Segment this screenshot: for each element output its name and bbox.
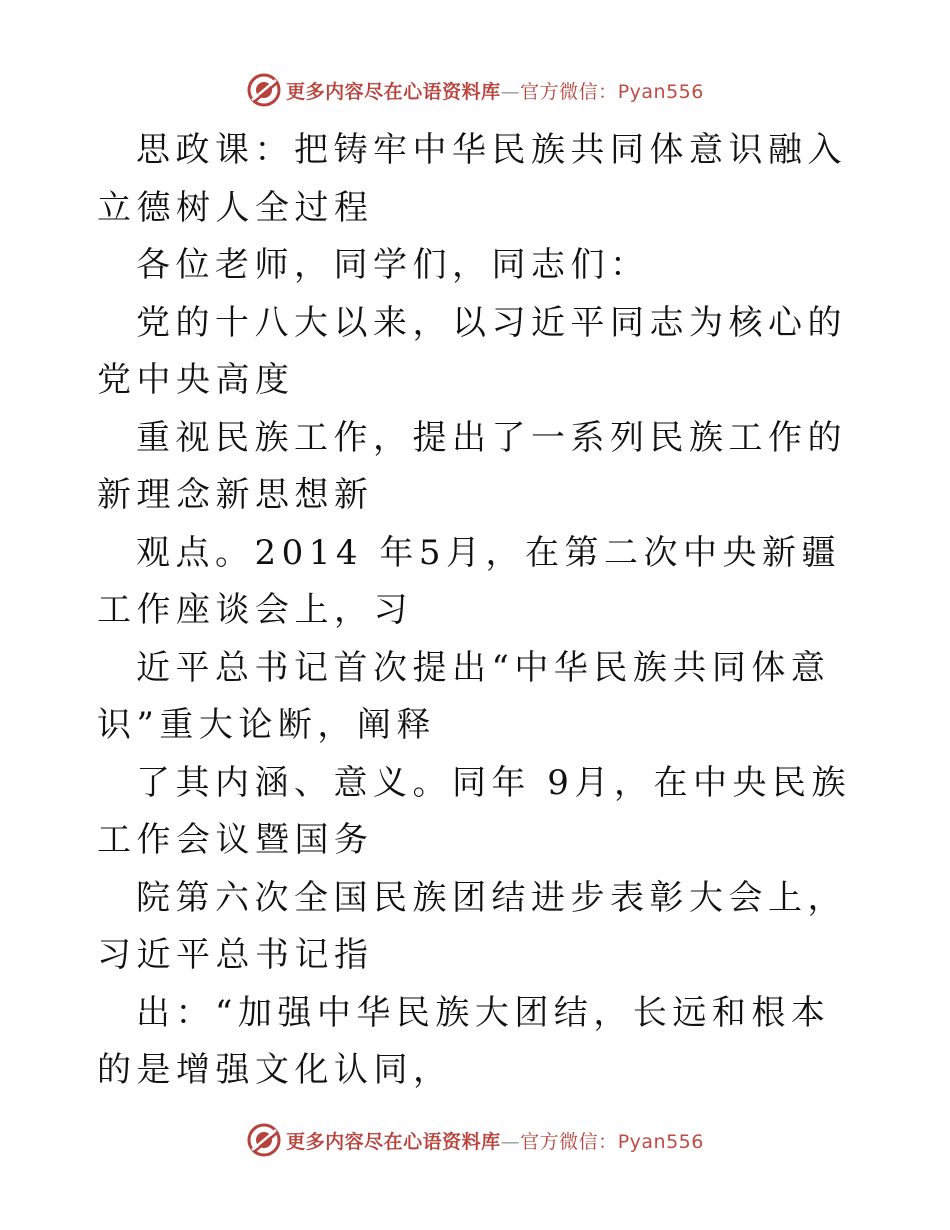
header-wechat-id: Pyan556 (617, 80, 704, 103)
paragraph-line: 院第六次全国民族团结进步表彰大会上，习近平总书记指 (97, 877, 847, 975)
header-wechat-label: 官方微信： (520, 80, 618, 103)
paragraph-line: 观点。2014 年5月，在第二次中央新疆工作座谈会上，习 (97, 532, 841, 630)
footer-banner-text (286, 1127, 704, 1154)
paragraph-line: 出：“加强中华民族大团结，长远和根本的是增强文化认同， (97, 992, 831, 1090)
footer-wechat-id: Pyan556 (617, 1130, 704, 1153)
header-brand-text: 更多内容尽在心语资料库 (286, 80, 501, 103)
paragraph-line: 了其内涵、意义。同年 9月，在中央民族工作会议暨国务 (97, 762, 851, 860)
footer-brand-text: 更多内容尽在心语资料库 (286, 1130, 501, 1153)
footer-watermark (0, 1120, 950, 1160)
footer-wechat-label: 官方微信： (520, 1130, 618, 1153)
brand-logo-icon (246, 72, 282, 108)
paragraph-line: 重视民族工作，提出了一系列民族工作的新理念新思想新 (97, 417, 847, 515)
brand-logo-icon (246, 1122, 282, 1158)
document-title: 思政课：把铸牢中华民族共同体意识融入立德树人全过程 (97, 130, 847, 228)
header-banner-text (286, 77, 704, 104)
footer-separator: — (500, 1130, 521, 1153)
paragraph-line: 近平总书记首次提出“中华民族共同体意识”重大论断，阐释 (97, 647, 831, 745)
document-body (97, 122, 857, 1100)
header-separator: — (500, 80, 521, 103)
paragraph-line: 党的十八大以来，以习近平同志为核心的党中央高度 (97, 302, 847, 400)
header-watermark (0, 70, 950, 110)
salutation: 各位老师，同学们，同志们： (136, 245, 650, 285)
